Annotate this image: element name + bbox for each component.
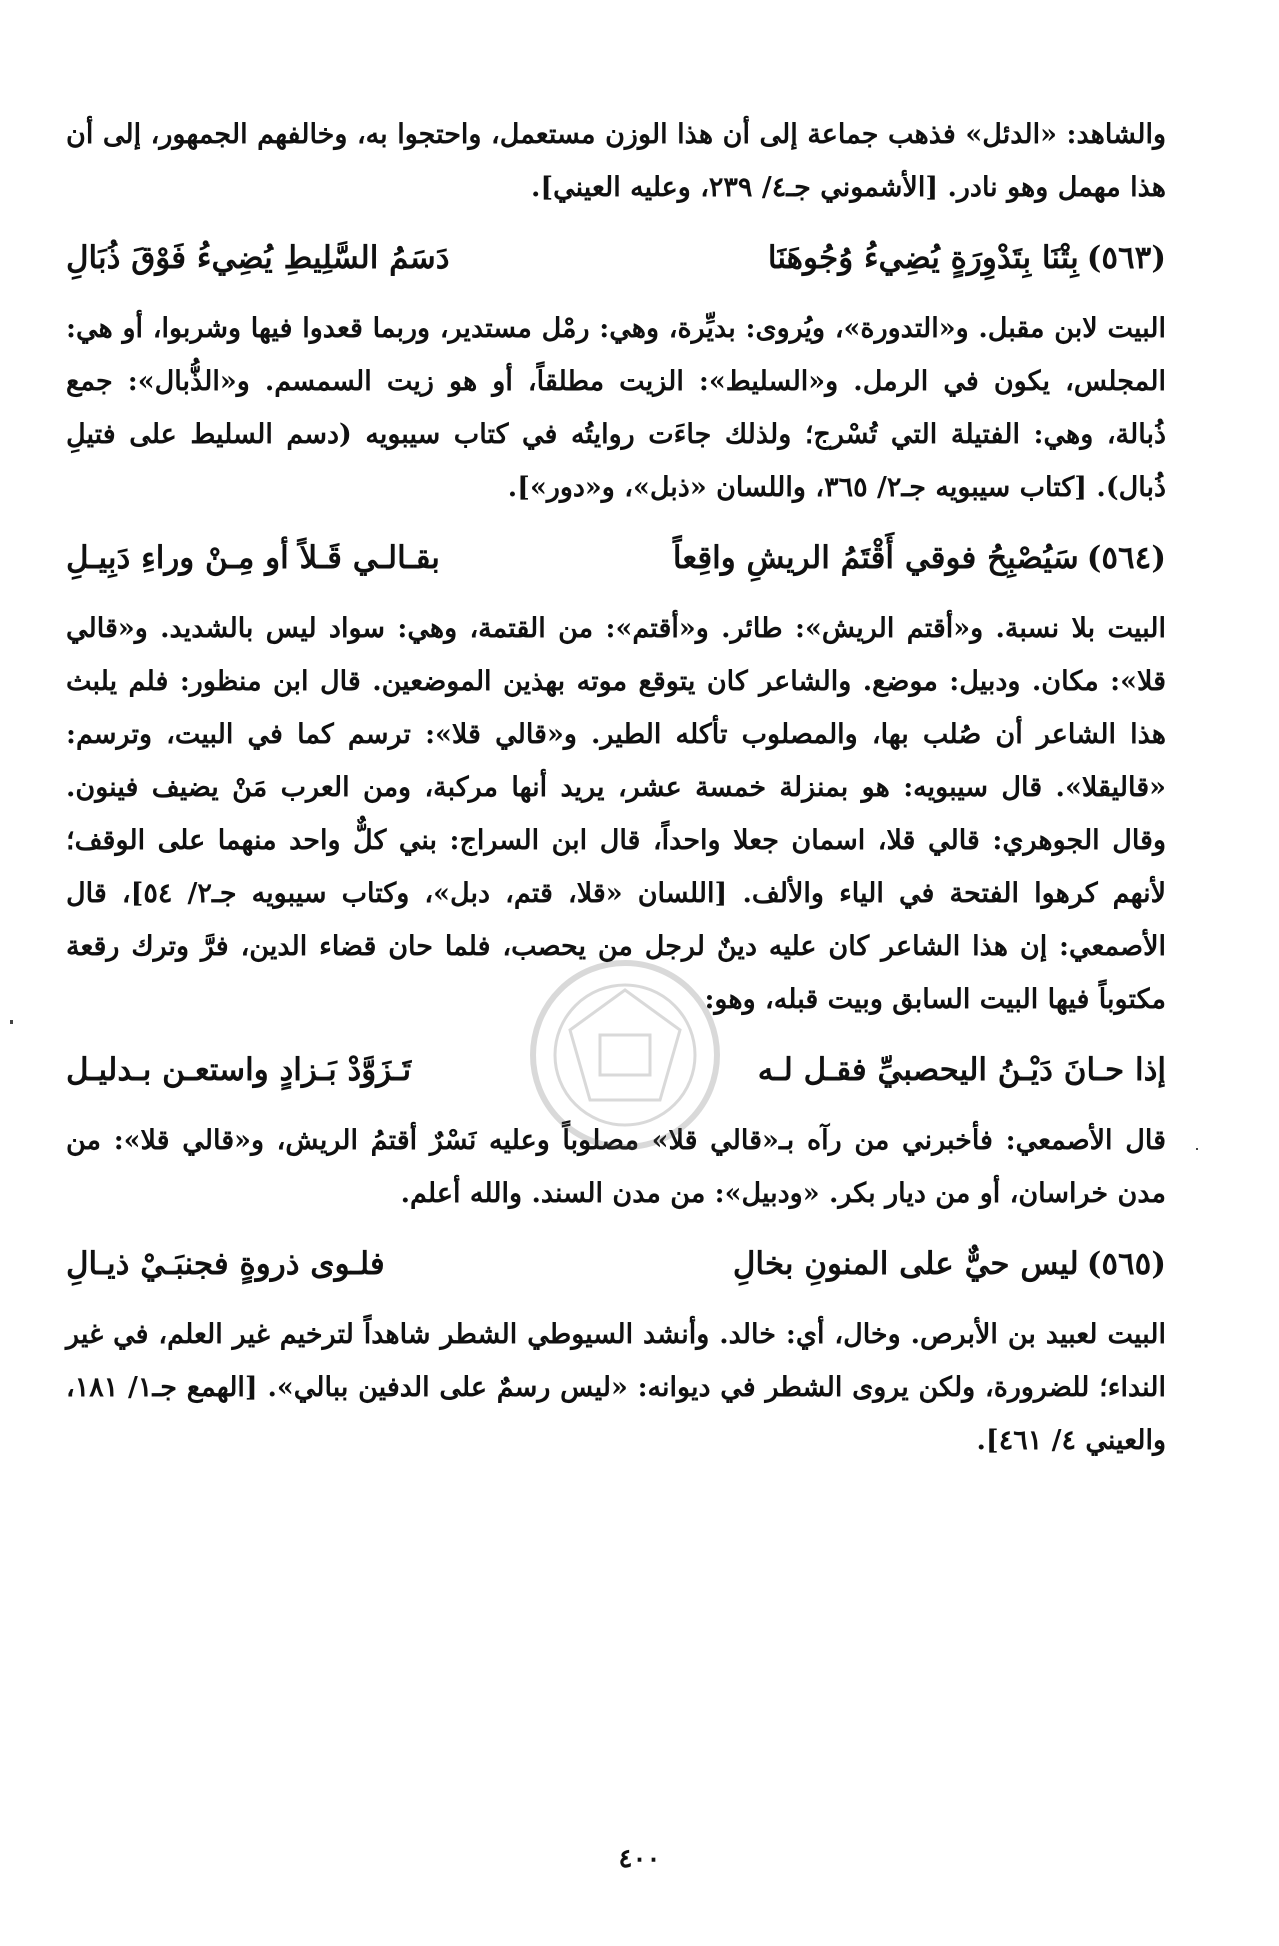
page-body <box>66 108 1166 1481</box>
verse-564-first-half <box>673 528 1166 588</box>
verse-564 <box>66 528 1166 588</box>
hemistich: بِتْنَا بِتَدْوِرَةٍ يُضِيءُ وُجُوهَنَا <box>767 240 1079 276</box>
verse-565-first-half <box>733 1234 1166 1294</box>
page-number: ٤٠٠ <box>618 1844 661 1874</box>
scan-speck <box>1196 1148 1198 1150</box>
hemistich: فلـوى ذروةٍ فجنبَـيْ ذيـالِ <box>66 1246 385 1282</box>
paragraph-asmai-report: قال الأصمعي: فأخبرني من رآه بـ«قالي قلا» مصلوباً وعليه نَسْرٌ أقتمُ الريش، و«قالي قلا»: من مدن خراسان، أو من ديار بكر. «ودبيل»: من مدن السند. والله أعلم. <box>66 1125 1166 1209</box>
hemistich: دَسَمُ السَّلِيطِ يُضِيءُ فَوْقَ ذُبَالِ <box>66 240 450 276</box>
hemistich: إذا حـانَ دَيْـنُ اليحصبيِّ فقـل لـه <box>757 1052 1166 1088</box>
hemistich: سَيُصْبِحُ فوقي أَقْتَمُ الريشِ واقِعاً <box>672 540 1079 576</box>
verse-quoted <box>66 1040 1166 1100</box>
verse-number: (٥٦٣) <box>1086 240 1166 276</box>
paragraph-commentary-564: البيت بلا نسبة. و«أقتم الريش»: طائر. و«أقتم»: من القتمة، وهي: سواد ليس بالشديد. و«قالي قلا»: مكان. ودبيل: موضع. والشاعر كان يتوقع موته بهذين الموضعين. قال ابن منظور: فلم يلبث هذا الشاعر أن صُلب بها، والمصلوب تأكله الطير. و«قالي قلا»: ترسم كما في البيت، وترسم: «قاليقلا». قال سيبويه: هو بمنزلة خمسة عشر، يريد أنها مركبة، ومن العرب مَنْ يضيف فينون. وقال الجوهري: قالي قلا، اسمان جعلا واحداً، قال ابن السراج: بني كلٌّ واحد منهما على الوقف؛ لأنهم كرهوا الفتحة في الياء والألف. [اللسان «قلا، قتم، دبل»، وكتاب سيبويه جـ٢/ ٥٤]، قال الأصمعي: إن هذا الشاعر كان عليه دينٌ لرجل من يحصب، فلما حان قضاء الدين، فرَّ وترك رقعة مكتوباً فيها البيت السابق وبيت قبله، وهو: <box>66 613 1167 1015</box>
paragraph-intro: والشاهد: «الدئل» فذهب جماعة إلى أن هذا الوزن مستعمل، واحتجوا به، وخالفهم الجمهور، إلى أن هذا مهمل وهو نادر. [الأشموني جـ٤/ ٢٣٩، وعليه العيني]. <box>66 119 1166 203</box>
hemistich: تَـزَوَّدْ بَـزادٍ واستعـن بـدليـل <box>66 1052 412 1088</box>
verse-563 <box>66 228 1166 288</box>
verse-565 <box>66 1234 1166 1294</box>
paragraph-commentary-563: البيت لابن مقبل. و«التدورة»، ويُروى: بديِّرة، وهي: رمْل مستدير، وربما قعدوا فيها وشربوا، أو هي: المجلس، يكون في الرمل. و«السليط»: الزيت مطلقاً، أو هو زيت السمسم. و«الذُّبال»: جمع ذُبالة، وهي: الفتيلة التي تُسْرج؛ ولذلك جاءَت روايتُه في كتاب سيبويه (دسم السليط على فتيلِ ذُبال). [كتاب سيبويه جـ٢/ ٣٦٥، واللسان «ذبل»، و«دور»]. <box>66 313 1166 503</box>
hemistich: ليس حيٌّ على المنونِ بخالِ <box>732 1246 1079 1282</box>
hemistich: بقـالـي قَـلاً أو مِـنْ وراءِ دَبِيـلِ <box>66 540 440 576</box>
scan-speck <box>10 1020 13 1024</box>
verse-number: (٥٦٤) <box>1086 540 1166 576</box>
verse-563-first-half <box>768 228 1166 288</box>
paragraph-commentary-565: البيت لعبيد بن الأبرص. وخال، أي: خالد. وأنشد السيوطي الشطر شاهداً لترخيم غير العلم، في غير النداء؛ للضرورة، ولكن يروى الشطر في ديوانه: «ليس رسمٌ على الدفين ببالي». [الهمع جـ١/ ١٨١، والعيني ٤/ ٤٦١]. <box>66 1319 1166 1456</box>
verse-number: (٥٦٥) <box>1086 1246 1166 1282</box>
